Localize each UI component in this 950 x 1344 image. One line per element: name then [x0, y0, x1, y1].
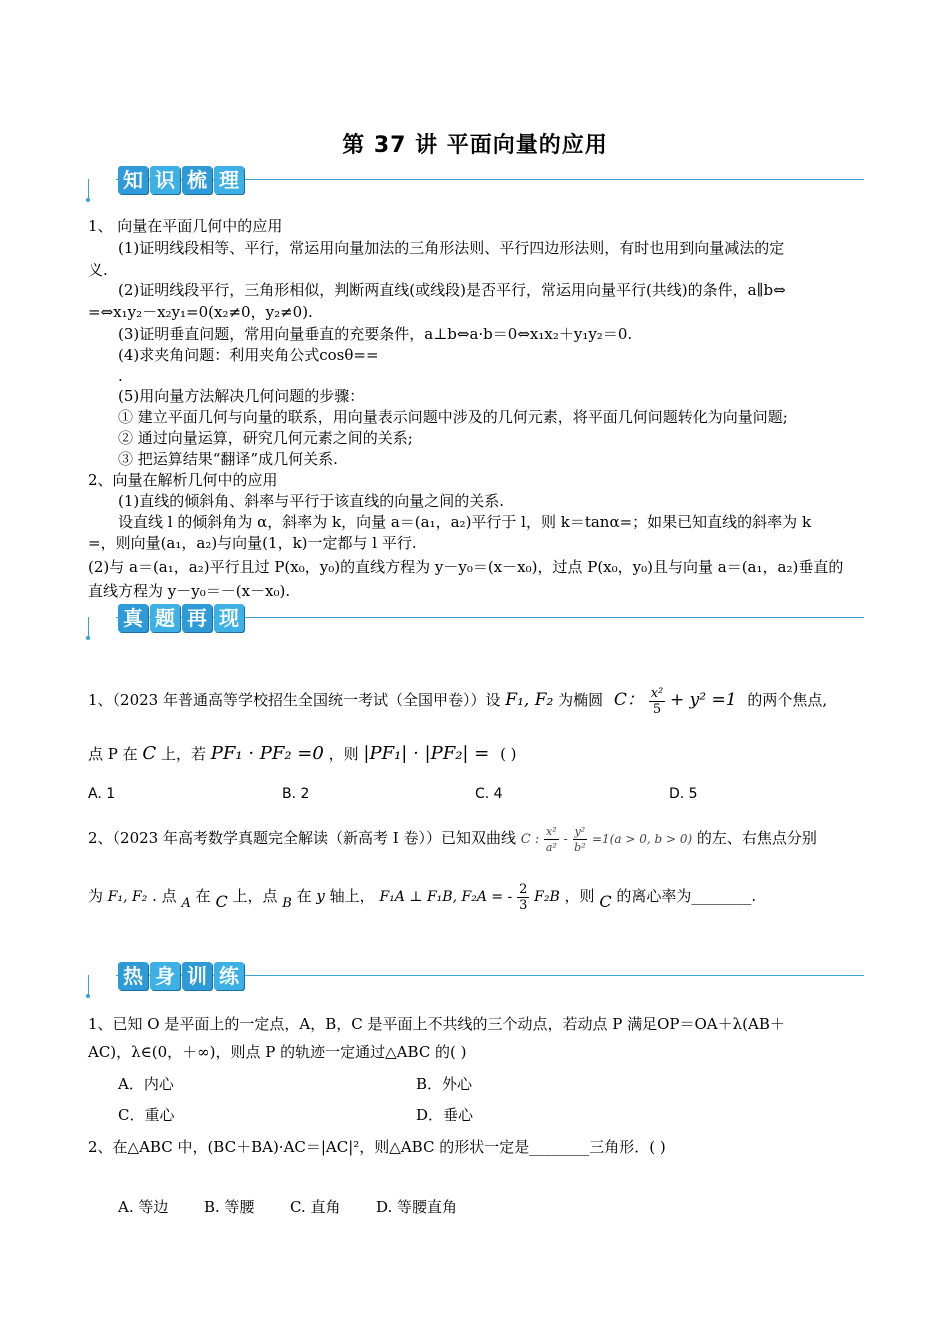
- knowledge-line: (2)证明线段平行，三角形相似，判断两直线(或线段)是否平行，常运用向量平行(共线)的条件，a∥b⇔: [118, 281, 786, 299]
- q2-fraction-x: $\frac{\text{x²}}{\text{a²}}$: [545, 824, 557, 854]
- q1-abs-product: |PF₁| · |PF₂| =: [363, 743, 490, 764]
- knowledge-line: .: [118, 367, 123, 385]
- real-q2-line1: [88, 820, 868, 858]
- real-q1-line2: [88, 738, 868, 770]
- q2-vector-condition: F₁A ⊥ F₁B, F₂A = -: [379, 889, 513, 905]
- q1-paren: ( ): [500, 745, 517, 763]
- q2-fraction-y: $\frac{\text{y²}}{\text{b²}}$: [574, 824, 586, 854]
- q1-ellipse-c: C：: [613, 690, 644, 710]
- q2-vector-f2b: F₂B: [534, 889, 560, 905]
- section-banner-real: [88, 604, 864, 636]
- banner-char: 真: [118, 604, 148, 632]
- q1-text: 点 P 在: [88, 745, 138, 763]
- banner-char: 训: [182, 962, 212, 990]
- knowledge-line: (3)证明垂直问题，常用向量垂直的充要条件，a⊥b⇔a·b＝0⇔x₁x₂＋y₁y₂＝0.: [118, 325, 633, 343]
- knowledge-line: =，则向量(a₁，a₂)与向量(1，k)一定都与 l 平行.: [88, 534, 417, 552]
- q1-option: D. 5: [669, 786, 698, 802]
- knowledge-line: 直线方程为 y－y₀＝－(x－x₀).: [88, 582, 291, 600]
- banner-char: 再: [182, 604, 212, 632]
- q1-foci: F₁, F₂: [505, 690, 554, 710]
- q2-text: 2、（2023 年高考数学真题完全解读（新高考 I 卷））已知双曲线: [88, 829, 516, 847]
- banner-char: 题: [150, 604, 180, 632]
- q2-text: ，则: [564, 887, 595, 905]
- knowledge-line: ③ 把运算结果“翻译”成几何关系.: [118, 450, 338, 468]
- real-q2-line2: [88, 876, 868, 924]
- q1-option: B. 2: [282, 786, 310, 802]
- knowledge-line: 设直线 l 的倾斜角为 α，斜率为 k，向量 a＝(a₁，a₂)平行于 l，则 k＝tanα=；如果已知直线的斜率为 k: [118, 513, 812, 531]
- warm-q2-option: D. 等腰直角: [376, 1198, 458, 1216]
- q1-text: 的两个焦点,: [747, 691, 828, 709]
- q2-y-axis: y: [316, 887, 325, 905]
- q1-option: C. 4: [475, 786, 503, 802]
- warm-q1-option: C．重心: [118, 1106, 175, 1124]
- q1-fraction: $\frac{\text{x²}}{5}$: [650, 685, 664, 717]
- section-banner-knowledge: [88, 166, 864, 198]
- q2-text: 的左、右焦点分别: [696, 829, 817, 847]
- q2-text: 上，点: [232, 887, 278, 905]
- knowledge-line: (5)用向量方法解决几何问题的步骤：: [118, 387, 365, 405]
- q1-text: 1、（2023 年普通高等学校招生全国统一考试（全国甲卷））设: [88, 691, 501, 709]
- real-q1-line1: [88, 680, 868, 720]
- q2-text: 轴上，: [329, 887, 375, 905]
- knowledge-line: (2)与 a＝(a₁，a₂)平行且过 P(x₀，y₀)的直线方程为 y－y₀＝(x－x₀)，过点 P(x₀，y₀)且与向量 a＝(a₁，a₂)垂直的: [88, 558, 844, 576]
- warm-q2-option: A. 等边: [118, 1198, 169, 1216]
- q1-text: 为椭圆: [558, 691, 604, 709]
- warm-q2-option: C. 直角: [290, 1198, 341, 1216]
- banner-char: 现: [214, 604, 244, 632]
- banner-char: 知: [118, 166, 148, 194]
- q2-minus: -: [563, 832, 568, 847]
- banner-char: 识: [150, 166, 180, 194]
- q2-curve-c: C: [599, 892, 612, 911]
- page-title: 第 37 讲 平面向量的应用: [342, 133, 608, 158]
- q1-point-c: C: [142, 743, 157, 764]
- q2-text: . 点: [152, 887, 177, 905]
- q2-text: 的离心率为________.: [616, 887, 757, 905]
- knowledge-line: ② 通过向量运算，研究几何元素之间的关系;: [118, 429, 413, 447]
- q1-option: A. 1: [88, 786, 116, 802]
- knowledge-line: (4)求夹角问题：利用夹角公式cosθ==: [118, 346, 379, 364]
- knowledge-line: (1)直线的倾斜角、斜率与平行于该直线的向量之间的关系.: [118, 492, 505, 510]
- banner-char: 热: [118, 962, 148, 990]
- q2-fraction: $\frac{2}{3}$: [519, 881, 528, 913]
- knowledge-line: 义.: [88, 261, 108, 279]
- warm-q2-line: 2、在△ABC 中，(BC＋BA)·AC＝|AC|²，则△ABC 的形状一定是________三角形．( ): [88, 1138, 666, 1156]
- warm-q1-option: B．外心: [416, 1075, 473, 1093]
- q2-hyperbola-c: C :: [520, 832, 540, 847]
- q2-point-a: A: [181, 896, 191, 911]
- warm-q2-option: B. 等腰: [204, 1198, 255, 1216]
- warm-q1-option: D．垂心: [416, 1106, 474, 1124]
- warm-q1-option: A．内心: [118, 1075, 174, 1093]
- banner-char: 身: [150, 962, 180, 990]
- q2-text: 在: [195, 887, 211, 905]
- q1-ellipse-rest: + y² =1: [670, 690, 737, 710]
- knowledge-line: 2、向量在解析几何中的应用: [88, 471, 278, 489]
- banner-char: 理: [214, 166, 244, 194]
- q1-dot-product: PF₁ · PF₂ =0: [210, 743, 324, 764]
- q2-condition: =1(a > 0, b > 0): [591, 832, 693, 846]
- q2-foci: F₁, F₂: [107, 889, 148, 905]
- knowledge-line: (1)证明线段相等、平行，常运用向量加法的三角形法则、平行四边形法则，有时也用到向量减法的定: [118, 239, 785, 257]
- q2-point-b: B: [282, 896, 292, 911]
- banner-char: 梳: [182, 166, 212, 194]
- q2-curve-c: C: [215, 892, 228, 911]
- q1-text: 上，若: [160, 745, 206, 763]
- banner-char: 练: [214, 962, 244, 990]
- knowledge-line: ① 建立平面几何与向量的联系，用向量表示问题中涉及的几何元素，将平面几何问题转化为向量问题;: [118, 408, 788, 426]
- warm-q1-line2: AC)，λ∈(0，＋∞)，则点 P 的轨迹一定通过△ABC 的( ): [88, 1043, 467, 1061]
- warm-q1-line1: 1、已知 O 是平面上的一定点，A，B，C 是平面上不共线的三个动点，若动点 P 满足OP＝OA＋λ(AB＋: [88, 1015, 785, 1033]
- q2-text: 为: [88, 887, 104, 905]
- knowledge-line: =⇔x₁y₂－x₂y₁=0(x₂≠0，y₂≠0).: [88, 303, 313, 321]
- knowledge-line: 1、 向量在平面几何中的应用: [88, 217, 283, 235]
- q2-text: 在: [296, 887, 312, 905]
- q1-text: ，则: [328, 745, 359, 763]
- section-banner-warmup: [88, 962, 864, 994]
